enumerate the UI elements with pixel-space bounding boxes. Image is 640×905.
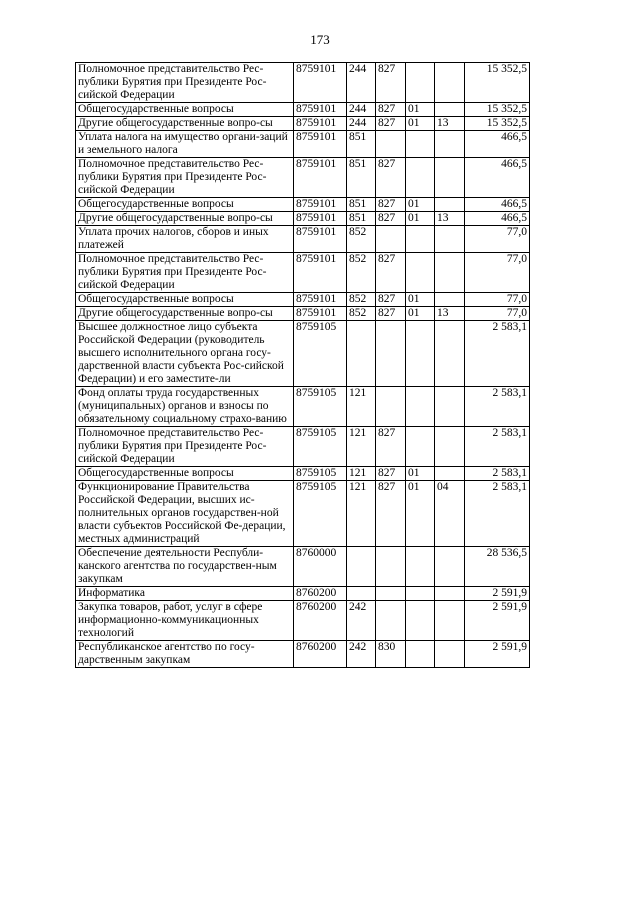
table-row	[76, 253, 530, 293]
subsection-cell	[435, 641, 465, 668]
expense-type-cell	[347, 321, 376, 387]
amount-cell: 77,0	[465, 307, 530, 321]
section-cell	[406, 321, 435, 387]
target-article-cell: 8759101	[294, 103, 347, 117]
expense-type-cell	[347, 547, 376, 587]
subsection-cell	[435, 387, 465, 427]
subsection-cell	[435, 467, 465, 481]
subsection-cell	[435, 63, 465, 103]
expense-type-cell: 852	[347, 307, 376, 321]
section-cell	[406, 641, 435, 668]
expense-type-cell: 244	[347, 103, 376, 117]
table-row	[76, 427, 530, 467]
expense-type-cell: 244	[347, 117, 376, 131]
table-row	[76, 198, 530, 212]
administrator-cell: 827	[376, 158, 406, 198]
amount-cell: 2 583,1	[465, 481, 530, 547]
subsection-cell	[435, 103, 465, 117]
administrator-cell	[376, 547, 406, 587]
table-row	[76, 387, 530, 427]
table-row	[76, 547, 530, 587]
expense-type-cell: 121	[347, 427, 376, 467]
row-name-cell: Фонд оплаты труда государственных (муниципальных) органов и взносы по обязательному социальному страхо-ванию	[76, 387, 294, 427]
subsection-cell: 04	[435, 481, 465, 547]
amount-cell: 2 583,1	[465, 321, 530, 387]
section-cell	[406, 601, 435, 641]
row-name-cell: Уплата налога на имущество органи-заций и земельного налога	[76, 131, 294, 158]
budget-table	[75, 62, 530, 668]
amount-cell: 77,0	[465, 226, 530, 253]
row-name-cell: Высшее должностное лицо субъекта Российской Федерации (руководитель высшего исполнительного органа госу-дарственной власти субъекта Рос-сийской Федерации) и его заместите-ли	[76, 321, 294, 387]
amount-cell: 77,0	[465, 293, 530, 307]
section-cell	[406, 131, 435, 158]
administrator-cell	[376, 601, 406, 641]
section-cell: 01	[406, 467, 435, 481]
expense-type-cell: 242	[347, 601, 376, 641]
row-name-cell: Общегосударственные вопросы	[76, 293, 294, 307]
target-article-cell: 8759101	[294, 226, 347, 253]
section-cell	[406, 226, 435, 253]
expense-type-cell: 852	[347, 226, 376, 253]
target-article-cell: 8759101	[294, 198, 347, 212]
target-article-cell: 8759101	[294, 117, 347, 131]
row-name-cell: Другие общегосударственные вопро-сы	[76, 212, 294, 226]
amount-cell: 466,5	[465, 198, 530, 212]
subsection-cell	[435, 601, 465, 641]
administrator-cell: 830	[376, 641, 406, 668]
subsection-cell: 13	[435, 307, 465, 321]
amount-cell: 15 352,5	[465, 103, 530, 117]
administrator-cell: 827	[376, 427, 406, 467]
subsection-cell: 13	[435, 212, 465, 226]
table-row	[76, 63, 530, 103]
administrator-cell: 827	[376, 103, 406, 117]
subsection-cell	[435, 321, 465, 387]
table-row	[76, 641, 530, 668]
amount-cell: 466,5	[465, 131, 530, 158]
row-name-cell: Республиканское агентство по госу-дарственным закупкам	[76, 641, 294, 668]
subsection-cell	[435, 131, 465, 158]
target-article-cell: 8759105	[294, 427, 347, 467]
expense-type-cell: 851	[347, 198, 376, 212]
amount-cell: 2 591,9	[465, 587, 530, 601]
subsection-cell	[435, 427, 465, 467]
section-cell	[406, 587, 435, 601]
table-row	[76, 293, 530, 307]
section-cell: 01	[406, 307, 435, 321]
row-name-cell: Уплата прочих налогов, сборов и иных платежей	[76, 226, 294, 253]
table-row	[76, 103, 530, 117]
target-article-cell: 8759101	[294, 158, 347, 198]
target-article-cell: 8760200	[294, 601, 347, 641]
administrator-cell: 827	[376, 198, 406, 212]
target-article-cell: 8759101	[294, 253, 347, 293]
row-name-cell: Закупка товаров, работ, услуг в сфере информационно-коммуникационных технологий	[76, 601, 294, 641]
row-name-cell: Обеспечение деятельности Республи-канского агентства по государствен-ным закупкам	[76, 547, 294, 587]
administrator-cell	[376, 321, 406, 387]
target-article-cell: 8759105	[294, 387, 347, 427]
section-cell: 01	[406, 117, 435, 131]
administrator-cell: 827	[376, 117, 406, 131]
expense-type-cell: 851	[347, 131, 376, 158]
subsection-cell	[435, 198, 465, 212]
administrator-cell: 827	[376, 212, 406, 226]
section-cell	[406, 387, 435, 427]
amount-cell: 28 536,5	[465, 547, 530, 587]
expense-type-cell: 851	[347, 212, 376, 226]
subsection-cell	[435, 226, 465, 253]
row-name-cell: Полномочное представительство Рес-публики Бурятия при Президенте Рос-сийской Федерации	[76, 253, 294, 293]
row-name-cell: Общегосударственные вопросы	[76, 198, 294, 212]
table-row	[76, 321, 530, 387]
administrator-cell: 827	[376, 307, 406, 321]
table-row	[76, 226, 530, 253]
expense-type-cell: 851	[347, 158, 376, 198]
row-name-cell: Полномочное представительство Рес-публики Бурятия при Президенте Рос-сийской Федерации	[76, 63, 294, 103]
section-cell: 01	[406, 198, 435, 212]
budget-table-body	[76, 63, 530, 668]
amount-cell: 466,5	[465, 158, 530, 198]
page-number: 173	[310, 32, 330, 47]
table-row	[76, 467, 530, 481]
target-article-cell: 8760200	[294, 641, 347, 668]
section-cell: 01	[406, 212, 435, 226]
target-article-cell: 8759101	[294, 131, 347, 158]
target-article-cell: 8759101	[294, 63, 347, 103]
row-name-cell: Другие общегосударственные вопро-сы	[76, 117, 294, 131]
administrator-cell: 827	[376, 467, 406, 481]
amount-cell: 2 591,9	[465, 641, 530, 668]
amount-cell: 15 352,5	[465, 63, 530, 103]
subsection-cell	[435, 587, 465, 601]
section-cell: 01	[406, 103, 435, 117]
row-name-cell: Информатика	[76, 587, 294, 601]
table-row	[76, 117, 530, 131]
target-article-cell: 8760200	[294, 587, 347, 601]
target-article-cell: 8759101	[294, 307, 347, 321]
amount-cell: 466,5	[465, 212, 530, 226]
expense-type-cell: 121	[347, 481, 376, 547]
row-name-cell: Полномочное представительство Рес-публики Бурятия при Президенте Рос-сийской Федерации	[76, 427, 294, 467]
administrator-cell: 827	[376, 293, 406, 307]
administrator-cell	[376, 131, 406, 158]
table-row	[76, 587, 530, 601]
subsection-cell: 13	[435, 117, 465, 131]
subsection-cell	[435, 158, 465, 198]
amount-cell: 15 352,5	[465, 117, 530, 131]
administrator-cell: 827	[376, 253, 406, 293]
table-row	[76, 481, 530, 547]
section-cell	[406, 427, 435, 467]
row-name-cell: Другие общегосударственные вопро-сы	[76, 307, 294, 321]
amount-cell: 2 583,1	[465, 387, 530, 427]
target-article-cell: 8759105	[294, 481, 347, 547]
administrator-cell	[376, 226, 406, 253]
table-row	[76, 212, 530, 226]
target-article-cell: 8760000	[294, 547, 347, 587]
section-cell: 01	[406, 481, 435, 547]
table-row	[76, 158, 530, 198]
table-row	[76, 601, 530, 641]
section-cell	[406, 158, 435, 198]
expense-type-cell: 852	[347, 293, 376, 307]
expense-type-cell: 121	[347, 467, 376, 481]
row-name-cell: Общегосударственные вопросы	[76, 467, 294, 481]
subsection-cell	[435, 253, 465, 293]
table-row	[76, 131, 530, 158]
amount-cell: 2 591,9	[465, 601, 530, 641]
administrator-cell	[376, 587, 406, 601]
row-name-cell: Полномочное представительство Рес-публики Бурятия при Президенте Рос-сийской Федерации	[76, 158, 294, 198]
expense-type-cell: 121	[347, 387, 376, 427]
section-cell	[406, 253, 435, 293]
expense-type-cell: 244	[347, 63, 376, 103]
administrator-cell: 827	[376, 481, 406, 547]
amount-cell: 2 583,1	[465, 427, 530, 467]
section-cell	[406, 63, 435, 103]
target-article-cell: 8759105	[294, 321, 347, 387]
administrator-cell	[376, 387, 406, 427]
target-article-cell: 8759101	[294, 212, 347, 226]
table-row	[76, 307, 530, 321]
expense-type-cell	[347, 587, 376, 601]
expense-type-cell: 852	[347, 253, 376, 293]
administrator-cell: 827	[376, 63, 406, 103]
row-name-cell: Общегосударственные вопросы	[76, 103, 294, 117]
subsection-cell	[435, 293, 465, 307]
section-cell: 01	[406, 293, 435, 307]
amount-cell: 2 583,1	[465, 467, 530, 481]
subsection-cell	[435, 547, 465, 587]
target-article-cell: 8759105	[294, 467, 347, 481]
row-name-cell: Функционирование Правительства Российской Федерации, высших ис-полнительных органов государствен-ной власти субъектов Российской Фе-дерации, местных администраций	[76, 481, 294, 547]
target-article-cell: 8759101	[294, 293, 347, 307]
amount-cell: 77,0	[465, 253, 530, 293]
section-cell	[406, 547, 435, 587]
expense-type-cell: 242	[347, 641, 376, 668]
